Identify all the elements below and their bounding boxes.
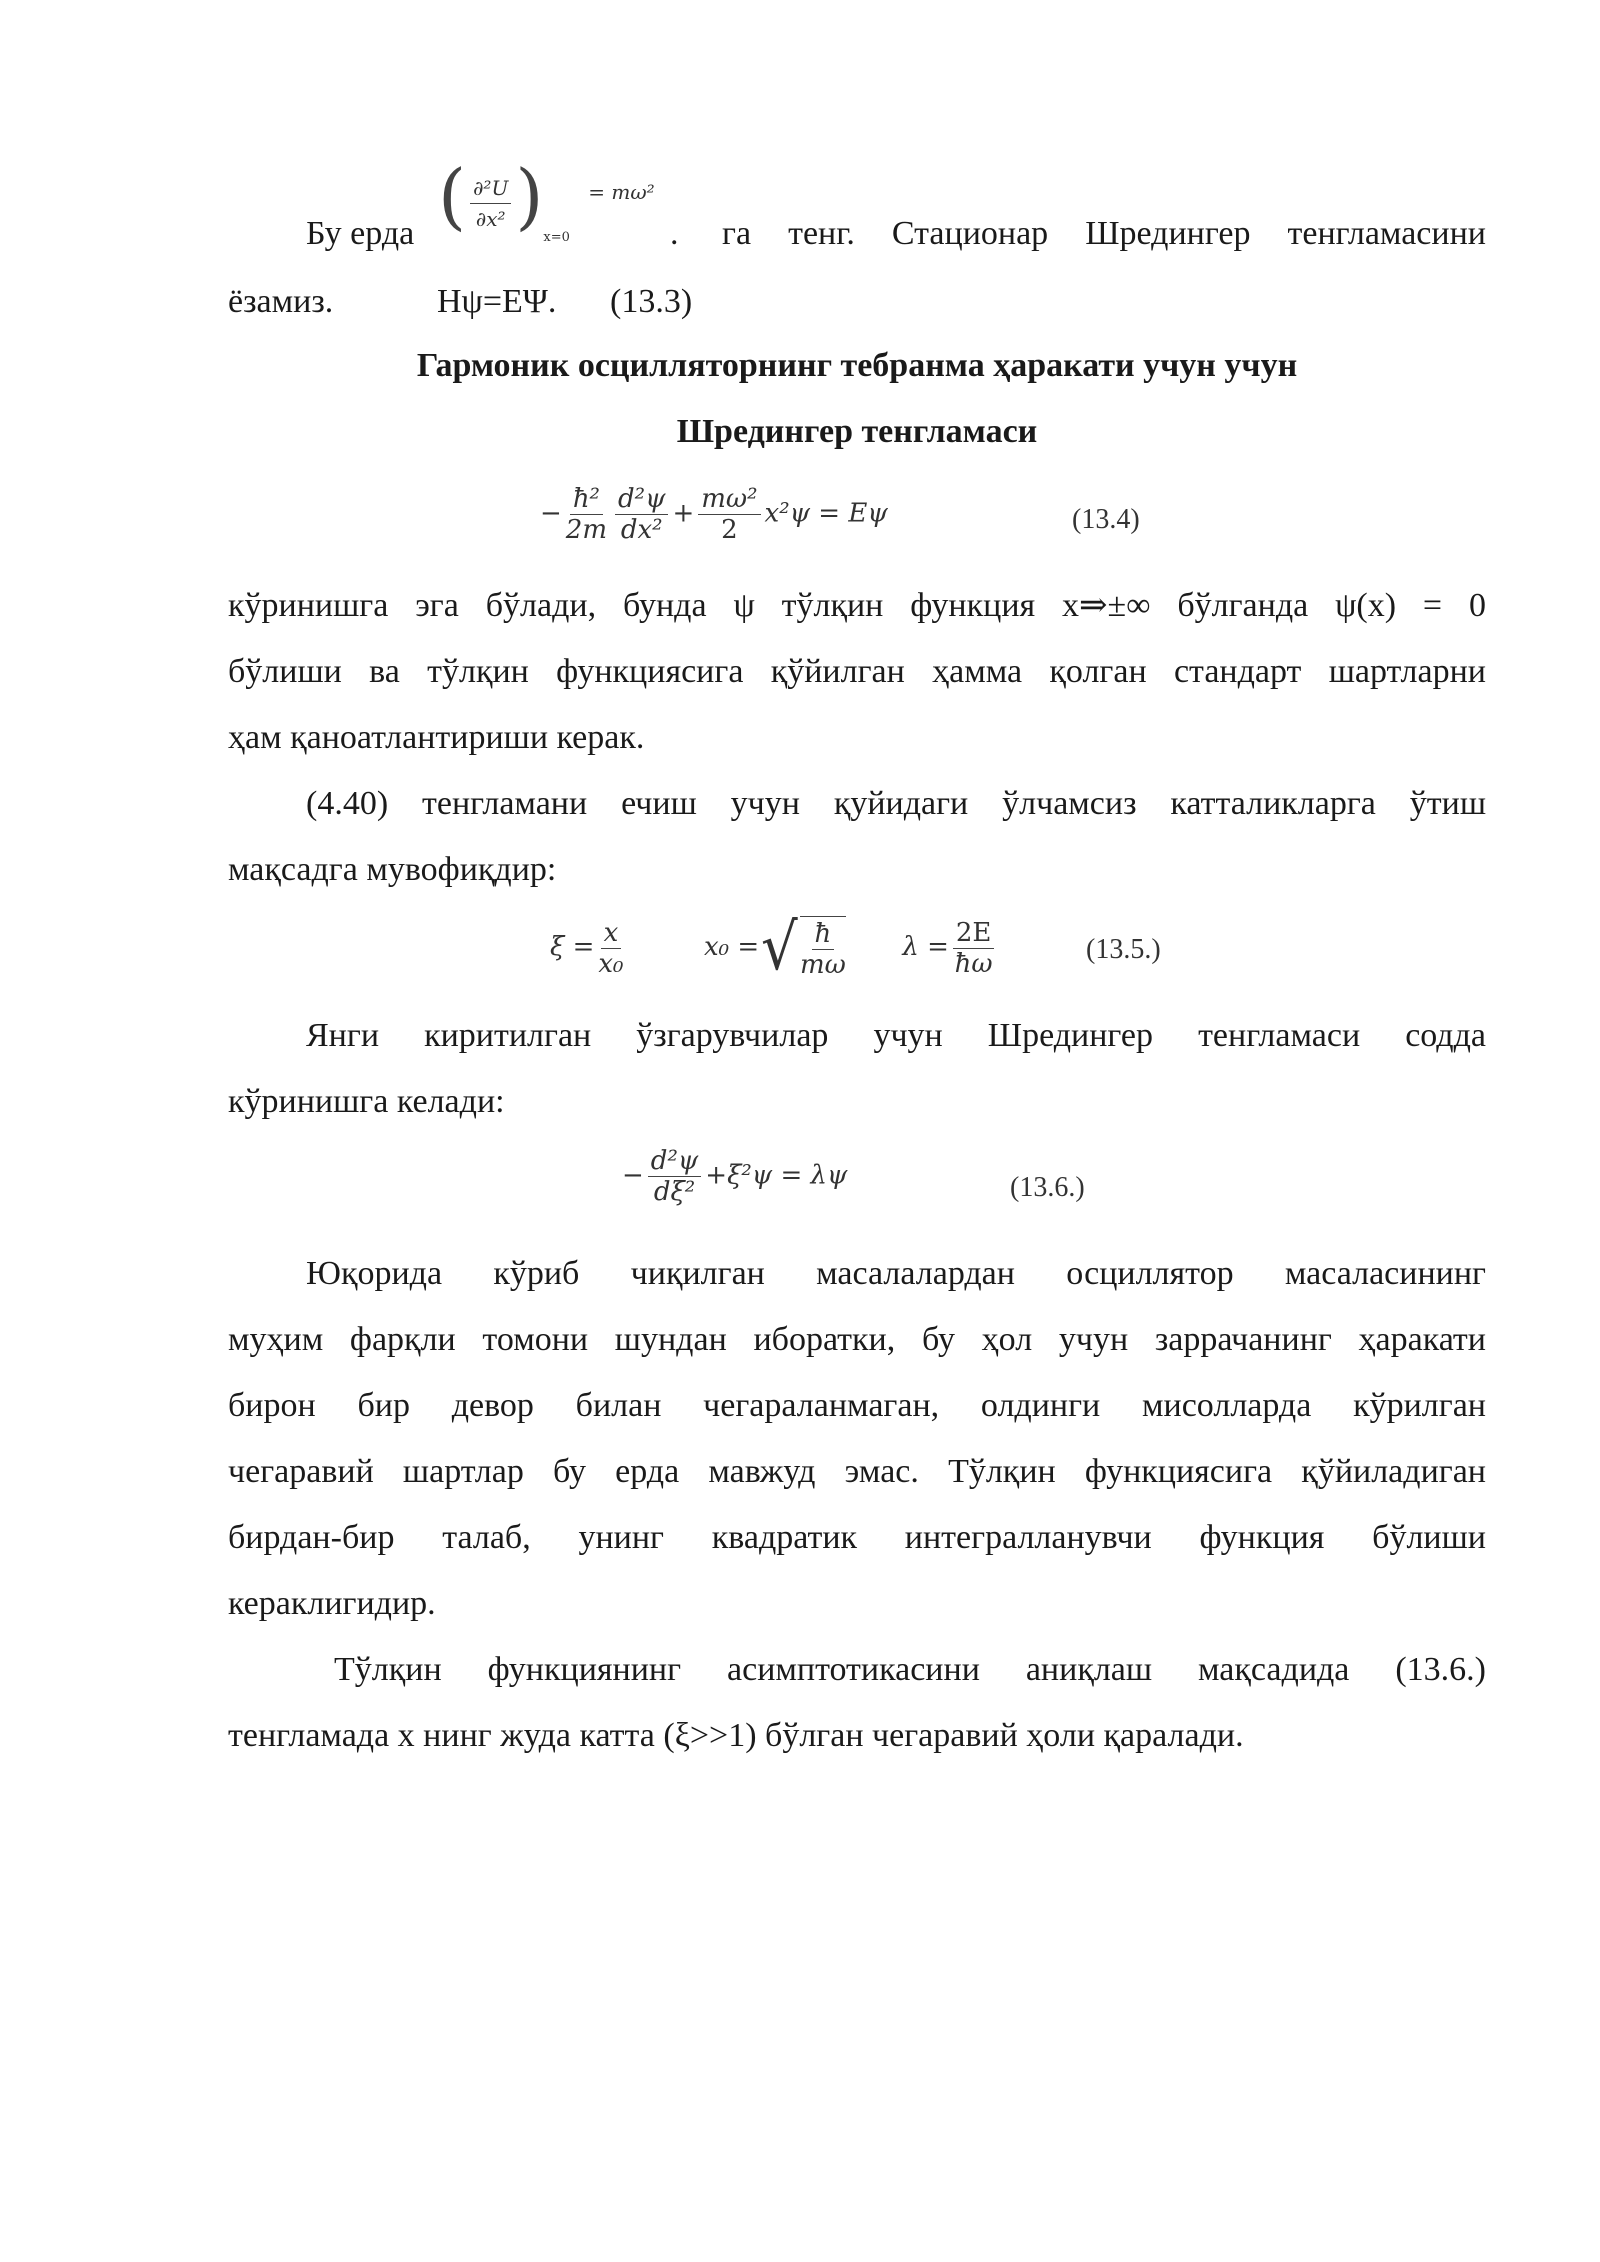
equation-13-3: Hψ=EΨ.: [437, 283, 557, 320]
equation-number-13-6: (13.6.): [1010, 1172, 1085, 1203]
text-line-p4-3: [228, 1386, 1486, 1426]
formula-subscript: x=0: [543, 230, 570, 245]
equation-13-4: − $\frac{\text{ħ²}}{2m}$ $\frac{\text{d²ψ}}{\text{dx²}}$ + $\frac{\text{mω²}}{2}$ x²ψ = Eψ: [540, 484, 888, 545]
heading-text: Шредингер тенгламаси: [676, 413, 1038, 450]
text-fragment: тенгламада x нинг жуда катта (ξ>>1) бўлган чегаравий ҳоли қаралади.: [228, 1717, 1244, 1754]
text-fragment: кўринишга эга бўлади, бунда ψ тўлқин функция x⇒±∞ бўлганда ψ(x) = 0: [228, 587, 1486, 624]
text-line-p5-1: [334, 1650, 1486, 1690]
text-line-2b: [437, 282, 637, 322]
formula-rhs: = mω²: [588, 180, 655, 204]
text-fragment: мақсадга мувофиқдир:: [228, 851, 557, 888]
text-line-p4-5: [228, 1518, 1486, 1558]
equation-13-6: − $\frac{\text{d²ψ}}{\text{dξ²}}$ +ξ²ψ = λψ: [622, 1146, 848, 1207]
text-line-p1-3: [228, 718, 1486, 758]
formula-numerator: ∂²U: [470, 173, 511, 204]
equation-number-13-4: (13.4): [1072, 504, 1140, 535]
text-line-p2-2: [228, 850, 1486, 890]
text-line-p2-1: [306, 784, 1486, 824]
inline-formula-second-derivative: ( $\frac{\text{∂²U}}{\text{∂x²}}$ )$_{x=0} = m\omega^2$: [438, 154, 655, 245]
text-line-p4-6: [228, 1584, 1486, 1624]
text-fragment: Бу ерда: [306, 215, 415, 252]
text-line-p4-4: [228, 1452, 1486, 1492]
formula-denominator: ∂x²: [475, 207, 506, 231]
text-line-p3-1: [306, 1016, 1486, 1056]
text-fragment: (4.40) тенгламани ечиш учун қуйидаги ўлчамсиз катталикларга ўтиш: [306, 785, 1486, 822]
text-fragment: ҳам қаноатлантириши керак.: [228, 719, 645, 756]
text-fragment: га тенг. Стационар Шредингер тенгламасини: [722, 215, 1486, 252]
equation-13-5: ξ = $\frac{x}{\text{x₀}}$ x₀ = √ $\frac{ħ}{m\omega}$ λ = $\frac{2E}{ħ\omega}$: [550, 911, 993, 985]
section-heading-line-2: [228, 412, 1486, 452]
text-line-p4-1: [306, 1254, 1486, 1294]
text-line-1-right: [722, 214, 1486, 254]
heading-text: Гармоник осцилляторнинг тебранма ҳаракати учун учун: [416, 347, 1298, 384]
text-fragment: муҳим фарқли томони шундан иборатки, бу ҳол учун заррачанинг ҳаракати: [228, 1321, 1486, 1358]
text-fragment: Тўлқин функциянинг асимптотикасини аниқлаш мақсадида (13.6.): [334, 1651, 1486, 1688]
text-fragment: кераклигидир.: [228, 1585, 436, 1622]
equation-number-13-3: (13.3): [610, 283, 693, 320]
text-line-2: [228, 282, 1486, 322]
text-line-p4-2: [228, 1320, 1486, 1360]
text-fragment: Юқорида кўриб чиқилган масалалардан осциллятор масаласининг: [306, 1255, 1486, 1292]
text-line-p1-2: [228, 652, 1486, 692]
text-fragment: Янги киритилган ўзгарувчилар учун Шредингер тенгламаси содда: [306, 1017, 1486, 1054]
text-fragment: чегаравий шартлар бу ерда мавжуд эмас. Тўлқин функциясига қўйиладиган: [228, 1453, 1486, 1490]
text-fragment: кўринишга келади:: [228, 1083, 505, 1120]
text-line-p5-2: [228, 1716, 1486, 1756]
text-line-p1-1: [228, 586, 1486, 626]
text-line-p3-2: [228, 1082, 1486, 1122]
equation-number-13-5: (13.5.): [1086, 934, 1161, 965]
text-fragment: ёзамиз.: [228, 283, 334, 320]
text-fragment-dot: [670, 214, 690, 254]
text-fragment: бўлиши ва тўлқин функциясига қўйилган ҳамма қолган стандарт шартларни: [228, 653, 1486, 690]
text-fragment: бирдан-бир талаб, унинг квадратик интегралланувчи функция бўлиши: [228, 1519, 1486, 1556]
section-heading-line-1: [228, 346, 1486, 386]
text-line-2c: [610, 282, 770, 322]
text-fragment: бирон бир девор билан чегараланмаган, олдинги мисолларда кўрилган: [228, 1387, 1486, 1424]
text-fragment: .: [670, 215, 679, 252]
